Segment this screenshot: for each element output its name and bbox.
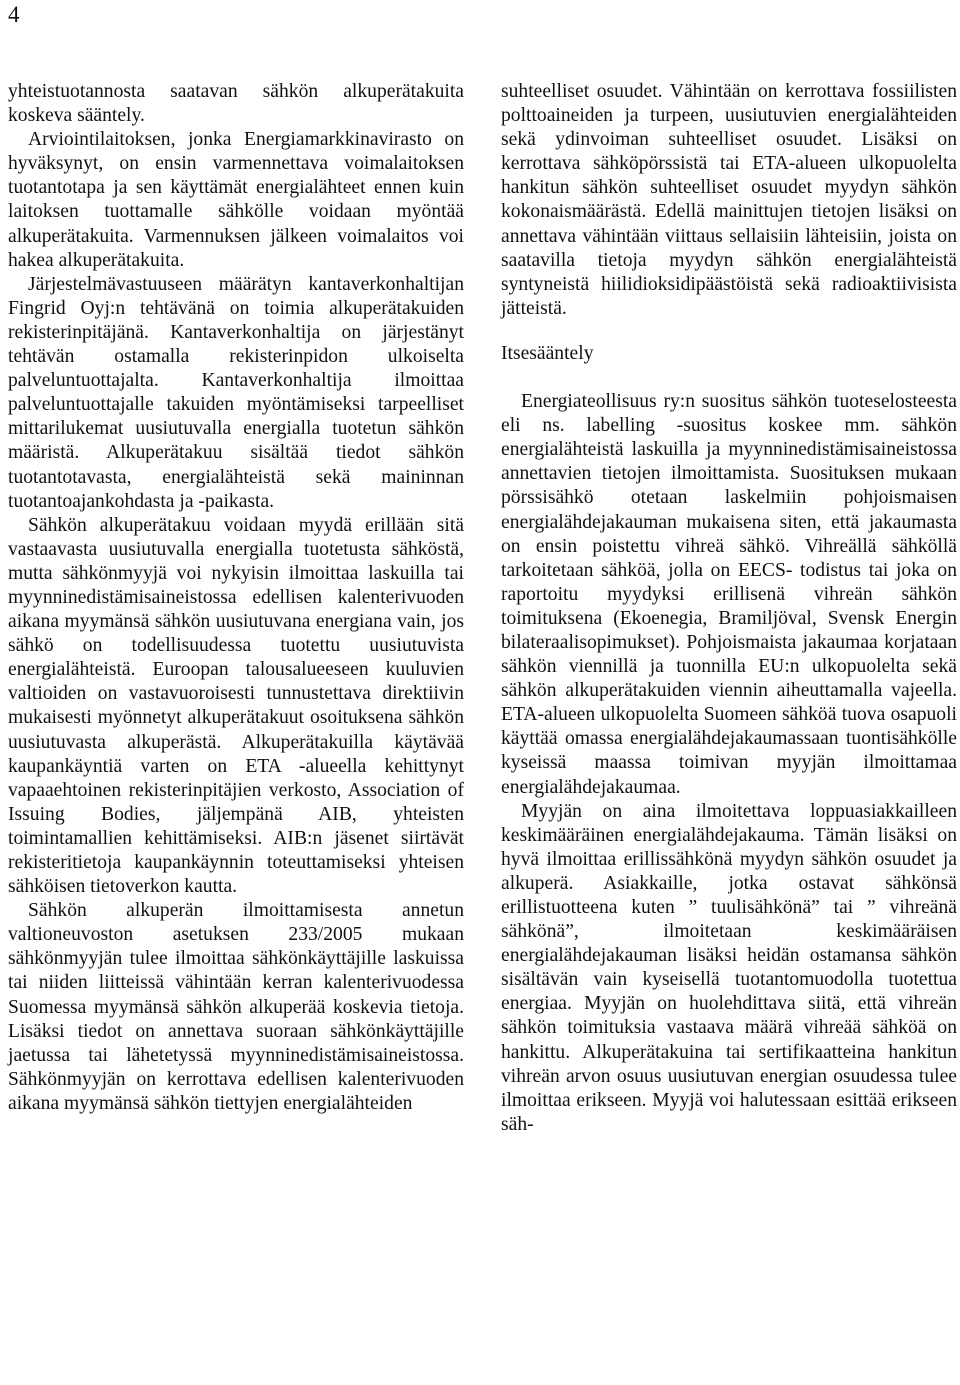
section-heading: Itsesääntely: [501, 342, 594, 364]
paragraph: suhteelliset osuudet. Vähintään on kerrottava fossiilisten polttoaineiden ja turpeen, uusiutuvien energialähteiden sekä ydinvoiman suhteelliset osuudet. Lisäksi on kerrottava sähköpörssistä tai ETA-alueen ulkopuolelta hankitun sähkön suhteelliset osuudet myydyn sähkön kokonaismäärästä. Edellä mainittujen tietojen lisäksi on annettava vähintään viittaus sellaisiin lähteisiin, joista on saatavilla tietoja myydyn sähkön energialähteistä syntyneistä hiilidioksidipäästöistä sekä radioaktiivisista jätteistä.: [501, 81, 957, 319]
paragraph: Myyjän on aina ilmoitettava loppuasiakkailleen keskimääräinen energialähdejakauma. Tämän lisäksi on hyvä ilmoittaa erillissähkönä myydyn sähkön osuudet ja alkuperä. Asiakkaille, jotka ostavat sähkönsä erillistuotteena kuten ” tuulisähkönä” tai ” vihreänä sähkönä”, ilmoitetaan keskimääräisen energialähdejakauman lisäksi heidän ostamansa sähkön sisältävän vain kyseisellä tuotantomuodolla tuotettua energiaa. Myyjän on huolehdittava siitä, että vihreän sähkön toimituksia vastaava määrä vihreää sähköä on hankittu. Alkuperätakuina tai sertifikaatteina hankitun vihreän arvon osuus uusiutuvan energian osuudessa tulee ilmoittaa erikseen. Myyjä voi halutessaan esittää erikseen säh-: [501, 800, 957, 1135]
paragraph: Arviointilaitoksen, jonka Energiamarkkinavirasto on hyväksynyt, on ensin varmennettava voimalaitoksen tuotantotapa ja sen käyttämät energialähteet ennen kuin laitoksen tuottamalle sähkölle voidaan myöntää alkuperätakuita. Varmennuksen jälkeen voimalaitos voi hakea alkuperätakuita.: [8, 129, 464, 271]
left-column: [8, 80, 464, 1116]
right-column: [501, 80, 957, 1137]
page-number: 4: [8, 2, 20, 27]
paragraph: Sähkön alkuperätakuu voidaan myydä erillään sitä vastaavasta uusiutuvalla energialla tuotetusta sähköstä, mutta sähkönmyyjä voi nykyisin ilmoittaa laskuilla tai myynninedistämisaineistossa edellisen kalenterivuoden aikana myymänsä sähkön uusiutuvana energiana vain, jos sähkö on todellisuudessa tuotettu uusiutuvista energialähteistä. Euroopan talousalueeseen kuuluvien valtioiden on vastavuoroisesti tunnustettava direktiivin mukaisesti myönnetyt alkuperätakuut osoituksena sähkön uusiutuvasta alkuperästä. Alkuperätakuilla käytävää kaupankäyntiä varten on ETA -alueella kehittynyt vapaaehtoinen rekisterinpitäjien verkosto, Association of Issuing Bodies, jäljempänä AIB, yhteisten toimintamallien kehittämiseksi. AIB:n jäsenet siirtävät rekisteritietoja kaupankäynnin toteuttamiseksi yhteisen sähköisen tietoverkon kautta.: [8, 514, 464, 898]
paragraph: yhteistuotannosta saatavan sähkön alkuperätakuita koskeva sääntely.: [8, 81, 464, 127]
paragraph: Energiateollisuus ry:n suositus sähkön tuoteselosteesta eli ns. labelling -suositus koskee mm. sähkön energialähteistä laskuilla ja myynninedistämisaineistossa annettavien tietojen ilmoittamista. Suosituksen mukaan pörssisähkö otetaan laskelmiin pohjoismaisen energialähdejakauman mukaisena siten, että jakaumasta on ensin poistettu vihreä sähkö. Vihreällä sähköllä tarkoitetaan sähköä, jolla on EECS- todistus tai joka on raportoitu myydyksi erillisenä vihreän sähkön toimituksena (Ekoenegia, Bramiljöval, Svensk Energin bilateraalisopimukset). Pohjoismaista jakaumaa korjataan sähkön viennillä ja tuonnilla EU:n ulkopuolelta sekä sähkön alkuperätakuiden viennin aiheuttamalla vajeella. ETA-alueen ulkopuolelta Suomeen sähköä tuova osapuoli käyttää omassa energialähdejakaumassaan tuontisähkölle kyseissä maassa toimivan myyjän ilmoittamaa energialähdejakaumaa.: [501, 391, 957, 798]
paragraph: Järjestelmävastuuseen määrätyn kantaverkonhaltijan Fingrid Oyj:n tehtävänä on toimia alkuperätakuiden rekisterinpitäjänä. Kantaverkonhaltija on järjestänyt tehtävän ostamalla rekisterinpidon ulkoiselta palveluntuottajalta. Kantaverkonhaltija ilmoittaa palveluntuottajalle takuiden myöntämiseksi tarpeelliset mittarilukemat uusiutuvalla energialla tuotetun sähkön määristä. Alkuperätakuu sisältää tiedot sähkön tuotantotavasta, energialähteistä sekä maininnan tuotantoajankohdasta ja -paikasta.: [8, 273, 464, 512]
paragraph: Sähkön alkuperän ilmoittamisesta annetun valtioneuvoston asetuksen 233/2005 mukaan sähkönmyyjän tulee ilmoittaa sähkönkäyttäjille laskuissa tai niiden liitteissä vähintään kerran kalenterivuodessa Suomessa myymänsä sähkön alkuperää koskevia tietoja. Lisäksi tiedot on annettava suoraan sähkönkäyttäjille jaetussa tai lähetetyssä myynninedistämisaineistossa. Sähkönmyyjän on kerrottava edellisen kalenterivuoden aikana myymänsä sähkön tiettyjen energialähteiden: [8, 900, 464, 1114]
